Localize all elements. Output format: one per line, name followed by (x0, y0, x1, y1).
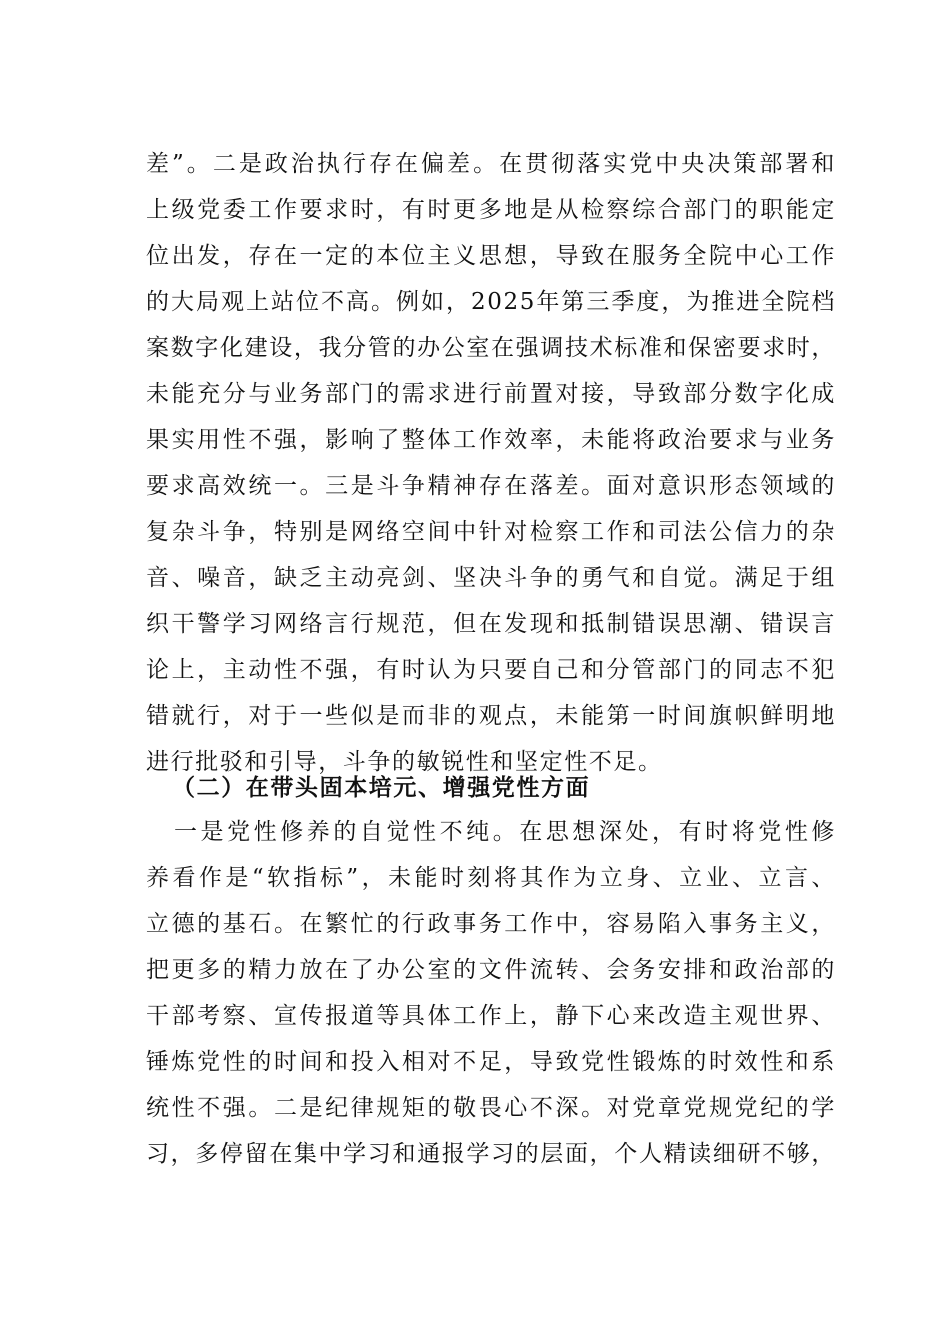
text-line: 果实用性不强，影响了整体工作效率，未能将政治要求与业务 (146, 427, 836, 453)
text-line: 进行批驳和引导，斗争的敏锐性和坚定性不足。 (146, 749, 663, 775)
text-line: 养看作是“软指标”，未能时刻将其作为立身、立业、立言、 (146, 865, 836, 891)
text-line: 干部考察、宣传报道等具体工作上，静下心来改造主观世界、 (146, 1003, 836, 1029)
text-line: 错就行，对于一些似是而非的观点，未能第一时间旗帜鲜明地 (146, 703, 836, 729)
text-line: 音、噪音，缺乏主动亮剑、坚决斗争的勇气和自觉。满足于组 (146, 565, 836, 591)
text-line: 未能充分与业务部门的需求进行前置对接，导致部分数字化成 (146, 381, 836, 407)
text-line: 把更多的精力放在了办公室的文件流转、会务安排和政治部的 (146, 957, 836, 983)
text-line: 统性不强。二是纪律规矩的敬畏心不深。对党章党规党纪的学 (146, 1095, 836, 1121)
text-line: 要求高效统一。三是斗争精神存在落差。面对意识形态领域的 (146, 473, 836, 499)
text-line: 一是党性修养的自觉性不纯。在思想深处，有时将党性修 (174, 819, 836, 845)
text-line: 论上，主动性不强，有时认为只要自己和分管部门的同志不犯 (146, 657, 836, 683)
text-line: 案数字化建设，我分管的办公室在强调技术标准和保密要求时， (146, 335, 836, 361)
text-line: 差”。二是政治执行存在偏差。在贯彻落实党中央决策部署和 (146, 151, 836, 177)
text-line: 立德的基石。在繁忙的行政事务工作中，容易陷入事务主义， (146, 911, 836, 937)
text-line: 习，多停留在集中学习和通报学习的层面，个人精读细研不够， (146, 1141, 836, 1167)
text-line: 上级党委工作要求时，有时更多地是从检察综合部门的职能定 (146, 197, 836, 223)
text-line: 复杂斗争，特别是网络空间中针对检察工作和司法公信力的杂 (146, 519, 836, 545)
section-heading: （二）在带头固本培元、增强党性方面 (172, 774, 591, 801)
text-line: 锤炼党性的时间和投入相对不足，导致党性锻炼的时效性和系 (146, 1049, 836, 1075)
text-line: 的大局观上站位不高。例如，2025年第三季度，为推进全院档 (146, 289, 836, 315)
text-line: 织干警学习网络言行规范，但在发现和抵制错误思潮、错误言 (146, 611, 836, 637)
text-line: 位出发，存在一定的本位主义思想，导致在服务全院中心工作 (146, 243, 836, 269)
